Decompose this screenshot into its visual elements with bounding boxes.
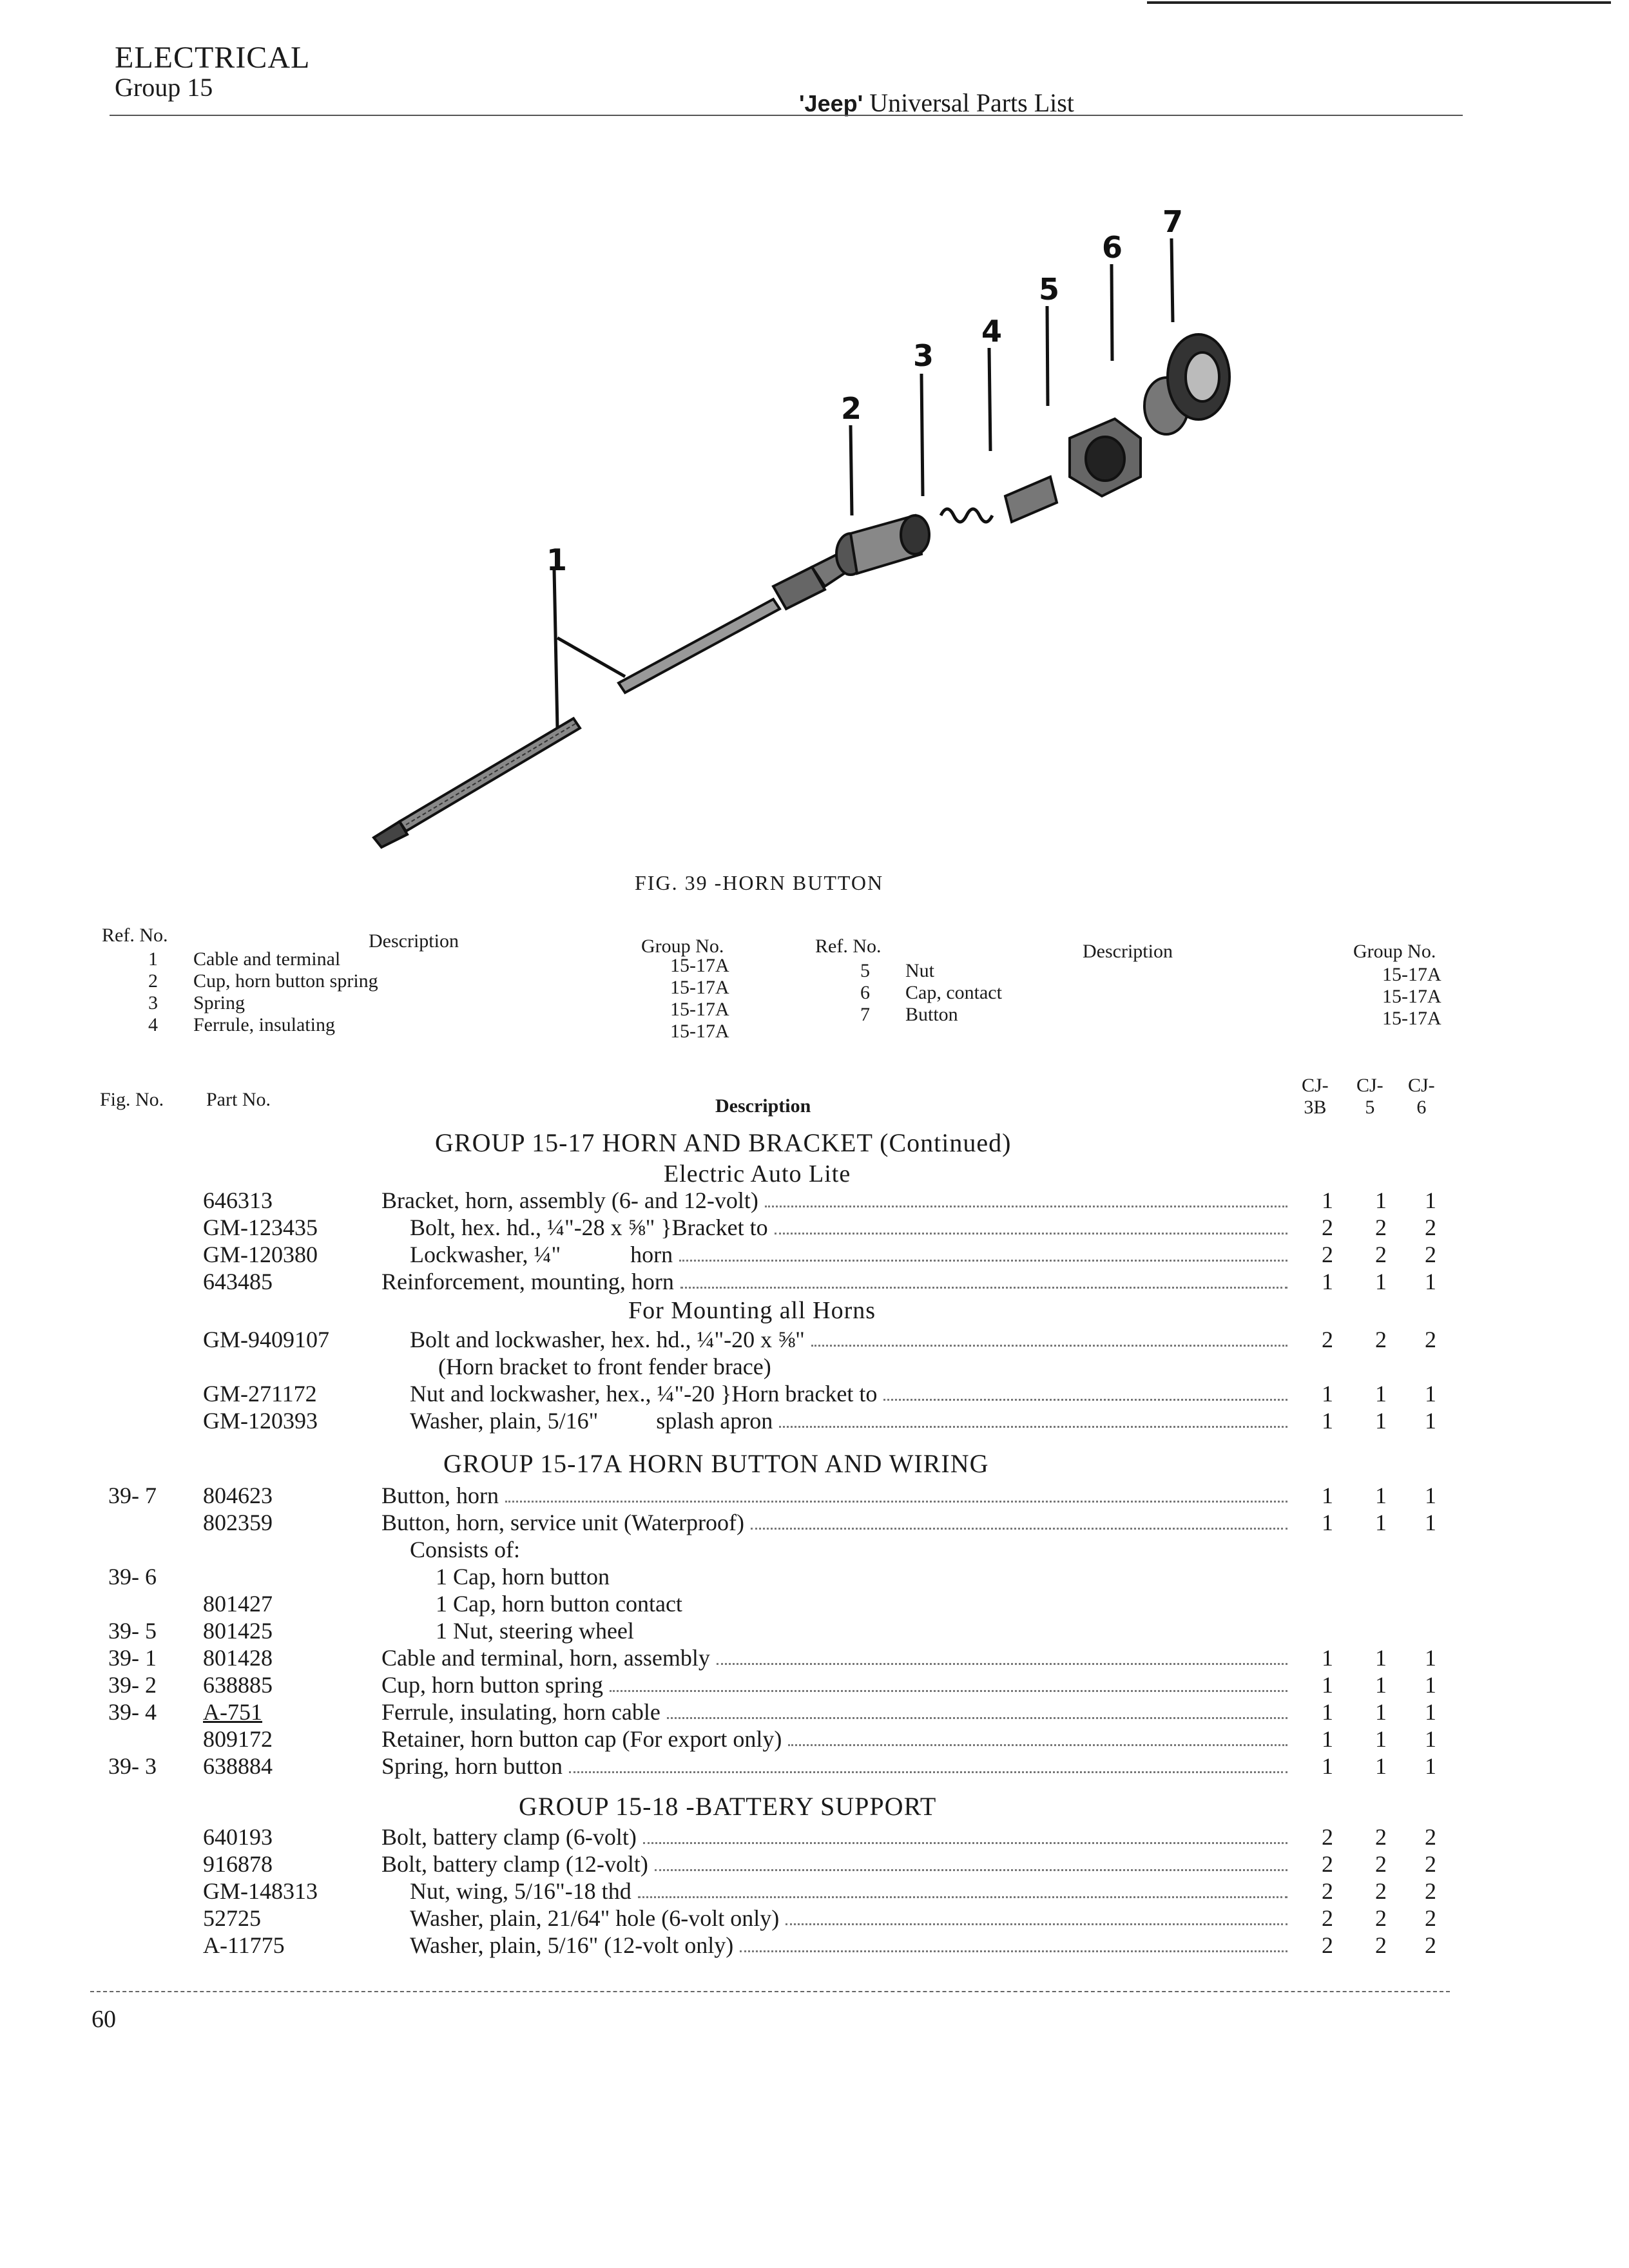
qty-cj6: 2 <box>1425 1905 1436 1931</box>
top-edge-rule <box>1147 1 1611 4</box>
qty-cj3b: 2 <box>1322 1327 1333 1352</box>
table-row <box>0 1380 1629 1407</box>
table-row <box>0 1644 1629 1671</box>
qty-cj3b: 1 <box>1322 1381 1333 1407</box>
qty-cj3b: 1 <box>1322 1187 1333 1213</box>
part-no: 801428 <box>203 1645 273 1671</box>
legend-desc: Spring <box>193 992 246 1014</box>
legend-ref-header-right: Ref. No. <box>815 936 882 957</box>
part-description: Cup, horn button spring <box>381 1672 604 1698</box>
part-no: GM-120393 <box>203 1408 318 1434</box>
qty-cj5: 1 <box>1375 1269 1387 1294</box>
part-no: 801427 <box>203 1591 273 1617</box>
part-description: 1 Cap, horn button <box>436 1564 610 1590</box>
qty-cj5: 1 <box>1375 1510 1387 1535</box>
header-rule <box>110 115 1463 116</box>
legend-desc: Cup, horn button spring <box>193 970 378 992</box>
table-row <box>0 1617 1629 1644</box>
legend-ref: 1 <box>148 948 158 970</box>
legend-ref: 6 <box>860 982 870 1003</box>
table-row <box>0 1563 1629 1590</box>
qty-cj3b: 1 <box>1322 1408 1333 1434</box>
part-no: 638885 <box>203 1672 273 1698</box>
table-row <box>0 1905 1629 1932</box>
part-description: Ferrule, insulating, horn cable <box>381 1699 660 1725</box>
legend-group: 15-17A <box>1382 986 1441 1007</box>
table-row <box>0 1214 1629 1241</box>
part-description: Nut and lockwasher, hex., ¼"-20 }Horn bracket to <box>410 1381 878 1407</box>
qty-cj5: 2 <box>1375 1824 1387 1850</box>
table-row <box>0 1326 1629 1353</box>
qty-cj6: 1 <box>1425 1483 1436 1508</box>
qty-cj5: 2 <box>1375 1242 1387 1267</box>
part-no: A-11775 <box>203 1932 285 1958</box>
legend-desc: Ferrule, insulating <box>193 1014 335 1035</box>
qty-cj3b: 1 <box>1322 1699 1333 1725</box>
table-row <box>0 1698 1629 1725</box>
qty-cj6: 2 <box>1425 1851 1436 1877</box>
part-description: Washer, plain, 21/64" hole (6-volt only) <box>410 1905 780 1931</box>
part-no: GM-148313 <box>203 1878 318 1904</box>
callout-1: 1 <box>546 543 568 577</box>
part-no: 643485 <box>203 1269 273 1294</box>
table-row <box>0 1241 1629 1268</box>
legend-group: 15-17A <box>670 955 729 976</box>
legend-group-header-left: Group No. <box>641 936 724 957</box>
qty-cj5: 1 <box>1375 1753 1387 1779</box>
qty-cj5: 2 <box>1375 1327 1387 1352</box>
horn-button-illustration <box>361 193 1276 876</box>
part-description: Bolt and lockwasher, hex. hd., ¼"-20 x ⅝" <box>410 1327 805 1352</box>
part-description: Bolt, hex. hd., ¼"-28 x ⅝" }Bracket to <box>410 1215 768 1240</box>
legend-desc: Cap, contact <box>905 982 1002 1003</box>
book-title-text: Universal Parts List <box>869 88 1074 117</box>
qty-cj3b: 2 <box>1322 1824 1333 1850</box>
table-row <box>0 1268 1629 1295</box>
group-15-17-heading: GROUP 15-17 HORN AND BRACKET (Continued) <box>435 1128 1012 1157</box>
part-description: Reinforcement, mounting, horn <box>381 1269 674 1294</box>
legend-ref: 2 <box>148 970 158 992</box>
part-description: Bolt, battery clamp (6-volt) <box>381 1824 637 1850</box>
table-row <box>0 1823 1629 1850</box>
qty-cj3b: 1 <box>1322 1510 1333 1535</box>
part-no: 916878 <box>203 1851 273 1877</box>
col-model-cj6: CJ- 6 <box>1408 1075 1435 1118</box>
legend-group: 15-17A <box>670 977 729 998</box>
legend-ref-header-left: Ref. No. <box>102 925 168 946</box>
part-no: 52725 <box>203 1905 261 1931</box>
legend-desc-header-right: Description <box>1083 941 1173 962</box>
qty-cj5: 2 <box>1375 1851 1387 1877</box>
callout-5: 5 <box>1039 272 1060 307</box>
callout-6: 6 <box>1102 230 1123 265</box>
legend-ref: 3 <box>148 992 158 1014</box>
part-description: Cable and terminal, horn, assembly <box>381 1645 710 1671</box>
table-row <box>0 1932 1629 1959</box>
page-number: 60 <box>92 2006 116 2033</box>
part-no: GM-9409107 <box>203 1327 329 1352</box>
table-row <box>0 1850 1629 1878</box>
table-row <box>0 1590 1629 1617</box>
group-15-17a-heading: GROUP 15-17A HORN BUTTON AND WIRING <box>443 1449 989 1478</box>
qty-cj6: 2 <box>1425 1327 1436 1352</box>
group-label: Group 15 <box>115 73 213 102</box>
part-description: Button, horn <box>381 1483 499 1508</box>
table-row <box>0 1482 1629 1509</box>
part-no: GM-123435 <box>203 1215 318 1240</box>
col-model-cj5: CJ- 5 <box>1356 1075 1383 1118</box>
part-description: Bracket, horn, assembly (6- and 12-volt) <box>381 1187 758 1213</box>
qty-cj3b: 1 <box>1322 1753 1333 1779</box>
legend-ref: 4 <box>148 1014 158 1035</box>
fig-no: 39- 3 <box>108 1753 157 1779</box>
qty-cj3b: 2 <box>1322 1851 1333 1877</box>
qty-cj5: 1 <box>1375 1645 1387 1671</box>
legend-desc: Cable and terminal <box>193 948 341 970</box>
qty-cj6: 1 <box>1425 1699 1436 1725</box>
qty-cj3b: 2 <box>1322 1215 1333 1240</box>
table-row <box>0 1671 1629 1698</box>
qty-cj5: 1 <box>1375 1381 1387 1407</box>
qty-cj6: 1 <box>1425 1408 1436 1434</box>
qty-cj5: 2 <box>1375 1932 1387 1958</box>
qty-cj6: 2 <box>1425 1215 1436 1240</box>
col-part-no: Part No. <box>206 1089 271 1110</box>
qty-cj6: 1 <box>1425 1753 1436 1779</box>
qty-cj6: 2 <box>1425 1932 1436 1958</box>
part-description: Spring, horn button <box>381 1753 563 1779</box>
qty-cj5: 1 <box>1375 1408 1387 1434</box>
qty-cj3b: 1 <box>1322 1483 1333 1508</box>
qty-cj6: 1 <box>1425 1381 1436 1407</box>
table-row <box>0 1725 1629 1753</box>
footer-rule <box>90 1991 1450 1992</box>
qty-cj6: 2 <box>1425 1878 1436 1904</box>
qty-cj6: 1 <box>1425 1269 1436 1294</box>
part-description: Lockwasher, ¼" horn <box>410 1242 673 1267</box>
qty-cj5: 1 <box>1375 1187 1387 1213</box>
legend-group: 15-17A <box>670 999 729 1020</box>
part-no: 802359 <box>203 1510 273 1535</box>
part-no: 638884 <box>203 1753 273 1779</box>
qty-cj5: 1 <box>1375 1672 1387 1698</box>
legend-desc: Nut <box>905 960 934 981</box>
callout-7: 7 <box>1162 204 1184 239</box>
fig-no: 39- 6 <box>108 1564 157 1590</box>
fig-no: 39- 5 <box>108 1618 157 1644</box>
qty-cj6: 1 <box>1425 1510 1436 1535</box>
qty-cj6: 2 <box>1425 1824 1436 1850</box>
part-no: 646313 <box>203 1187 273 1213</box>
table-row <box>0 1509 1629 1536</box>
qty-cj6: 1 <box>1425 1672 1436 1698</box>
table-row <box>0 1187 1629 1214</box>
part-description: Button, horn, service unit (Waterproof) <box>381 1510 744 1535</box>
part-description: 1 Cap, horn button contact <box>436 1591 682 1617</box>
section-title: ELECTRICAL <box>115 41 311 75</box>
table-row <box>0 1753 1629 1780</box>
qty-cj5: 1 <box>1375 1699 1387 1725</box>
qty-cj3b: 1 <box>1322 1645 1333 1671</box>
part-description: Bolt, battery clamp (12-volt) <box>381 1851 648 1877</box>
qty-cj3b: 1 <box>1322 1672 1333 1698</box>
part-no: 804623 <box>203 1483 273 1508</box>
callout-3: 3 <box>913 338 934 373</box>
qty-cj3b: 2 <box>1322 1932 1333 1958</box>
legend-group: 15-17A <box>670 1021 729 1042</box>
qty-cj5: 1 <box>1375 1483 1387 1508</box>
qty-cj6: 1 <box>1425 1726 1436 1752</box>
part-no: GM-271172 <box>203 1381 317 1407</box>
legend-group: 15-17A <box>1382 1008 1441 1029</box>
qty-cj5: 2 <box>1375 1905 1387 1931</box>
legend-group: 15-17A <box>1382 964 1441 985</box>
qty-cj3b: 2 <box>1322 1905 1333 1931</box>
figure-caption: FIG. 39 -HORN BUTTON <box>635 871 884 894</box>
group-15-18-heading: GROUP 15-18 -BATTERY SUPPORT <box>519 1792 937 1821</box>
legend-group-header-right: Group No. <box>1353 941 1436 962</box>
col-model-cj3b: CJ- 3B <box>1302 1075 1329 1118</box>
part-description: Retainer, horn button cap (For export only) <box>381 1726 782 1752</box>
qty-cj3b: 2 <box>1322 1242 1333 1267</box>
legend-ref: 7 <box>860 1004 870 1025</box>
part-description: Consists of: <box>410 1537 521 1562</box>
qty-cj5: 1 <box>1375 1726 1387 1752</box>
part-description: Washer, plain, 5/16" (12-volt only) <box>410 1932 734 1958</box>
legend-desc: Button <box>905 1004 958 1025</box>
table-row <box>0 1353 1629 1380</box>
qty-cj6: 1 <box>1425 1645 1436 1671</box>
legend-desc-header-left: Description <box>369 930 459 952</box>
qty-cj5: 2 <box>1375 1215 1387 1240</box>
book-title <box>799 88 1074 118</box>
part-no: GM-120380 <box>203 1242 318 1267</box>
part-description: Nut, wing, 5/16"-18 thd <box>410 1878 631 1904</box>
qty-cj3b: 1 <box>1322 1726 1333 1752</box>
part-no: 809172 <box>203 1726 273 1752</box>
qty-cj3b: 2 <box>1322 1878 1333 1904</box>
table-row <box>0 1536 1629 1563</box>
legend-ref: 5 <box>860 960 870 981</box>
part-no: A-751 <box>203 1699 262 1725</box>
part-no: 640193 <box>203 1824 273 1850</box>
qty-cj6: 1 <box>1425 1187 1436 1213</box>
brand-name: 'Jeep' <box>799 90 863 117</box>
qty-cj3b: 1 <box>1322 1269 1333 1294</box>
part-description: Washer, plain, 5/16" splash apron <box>410 1408 773 1434</box>
subheading-mounting: For Mounting all Horns <box>628 1297 876 1324</box>
callout-2: 2 <box>841 391 862 426</box>
col-description: Description <box>715 1095 811 1117</box>
table-row <box>0 1878 1629 1905</box>
part-description: 1 Nut, steering wheel <box>436 1618 634 1644</box>
qty-cj5: 2 <box>1375 1878 1387 1904</box>
table-row <box>0 1407 1629 1434</box>
qty-cj6: 2 <box>1425 1242 1436 1267</box>
fig-no: 39- 7 <box>108 1483 157 1508</box>
fig-no: 39- 2 <box>108 1672 157 1698</box>
fig-no: 39- 4 <box>108 1699 157 1725</box>
col-fig-no: Fig. No. <box>100 1089 164 1110</box>
part-no: 801425 <box>203 1618 273 1644</box>
part-description: (Horn bracket to front fender brace) <box>438 1354 771 1379</box>
callout-4: 4 <box>981 314 1003 349</box>
subheading-auto-lite: Electric Auto Lite <box>664 1160 851 1187</box>
fig-no: 39- 1 <box>108 1645 157 1671</box>
